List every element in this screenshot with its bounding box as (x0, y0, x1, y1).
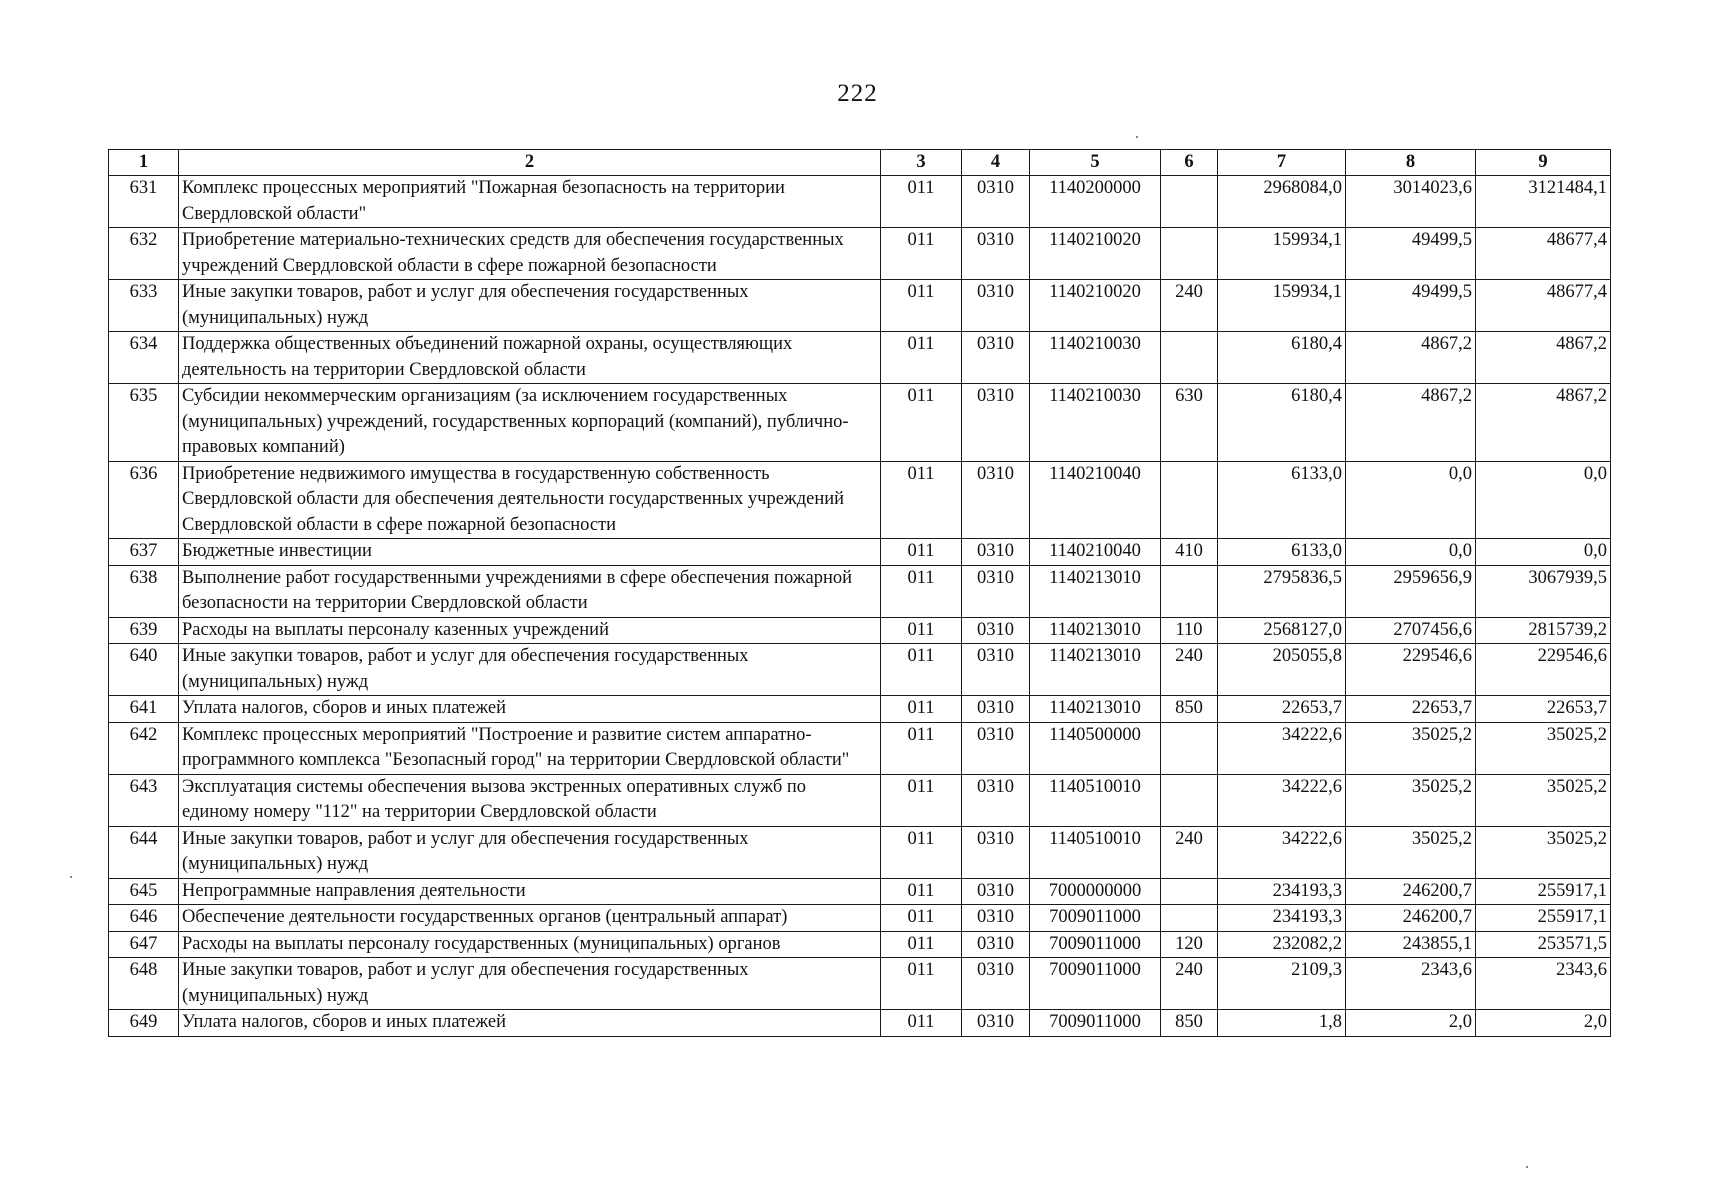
amount-col-8: 246200,7 (1346, 905, 1476, 932)
amount-col-9: 35025,2 (1476, 826, 1611, 878)
amount-col-7: 6180,4 (1218, 384, 1346, 462)
amount-col-7: 2968084,0 (1218, 176, 1346, 228)
amount-col-8: 22653,7 (1346, 696, 1476, 723)
amount-col-9: 4867,2 (1476, 384, 1611, 462)
row-number: 638 (109, 565, 179, 617)
code-section: 0310 (962, 826, 1030, 878)
amount-col-8: 2959656,9 (1346, 565, 1476, 617)
amount-col-9: 2,0 (1476, 1010, 1611, 1037)
code-section: 0310 (962, 878, 1030, 905)
code-section: 0310 (962, 539, 1030, 566)
column-header: 1 (109, 150, 179, 176)
code-target-article: 1140510010 (1030, 826, 1161, 878)
table-row (109, 1010, 1611, 1037)
row-number: 640 (109, 644, 179, 696)
table-row (109, 826, 1611, 878)
amount-col-9: 229546,6 (1476, 644, 1611, 696)
code-expense-type: 630 (1161, 384, 1218, 462)
table-row (109, 280, 1611, 332)
code-ministry: 011 (881, 958, 962, 1010)
amount-col-8: 4867,2 (1346, 384, 1476, 462)
code-section: 0310 (962, 1010, 1030, 1037)
code-section: 0310 (962, 228, 1030, 280)
row-name: Комплекс процессных мероприятий "Пожарная безопасность на территории Свердловской области" (179, 176, 881, 228)
code-target-article: 1140510010 (1030, 774, 1161, 826)
column-header: 7 (1218, 150, 1346, 176)
amount-col-9: 3121484,1 (1476, 176, 1611, 228)
row-name: Уплата налогов, сборов и иных платежей (179, 1010, 881, 1037)
amount-col-8: 0,0 (1346, 539, 1476, 566)
row-number: 643 (109, 774, 179, 826)
table-row (109, 384, 1611, 462)
amount-col-8: 2707456,6 (1346, 617, 1476, 644)
amount-col-7: 2568127,0 (1218, 617, 1346, 644)
code-expense-type (1161, 905, 1218, 932)
code-section: 0310 (962, 905, 1030, 932)
table-row (109, 565, 1611, 617)
code-target-article: 1140200000 (1030, 176, 1161, 228)
row-name: Приобретение недвижимого имущества в государственную собственность Свердловской области для обеспечения деятельности государственных учреждений Свердловской области в сфере пожарной безопасности (179, 461, 881, 539)
amount-col-8: 49499,5 (1346, 280, 1476, 332)
code-target-article: 1140213010 (1030, 644, 1161, 696)
code-expense-type: 240 (1161, 644, 1218, 696)
row-name: Выполнение работ государственными учреждениями в сфере обеспечения пожарной безопасности на территории Свердловской области (179, 565, 881, 617)
amount-col-9: 48677,4 (1476, 228, 1611, 280)
row-name: Непрограммные направления деятельности (179, 878, 881, 905)
code-ministry: 011 (881, 228, 962, 280)
code-expense-type (1161, 176, 1218, 228)
code-ministry: 011 (881, 878, 962, 905)
amount-col-8: 2343,6 (1346, 958, 1476, 1010)
amount-col-8: 4867,2 (1346, 332, 1476, 384)
code-ministry: 011 (881, 565, 962, 617)
column-header: 2 (179, 150, 881, 176)
code-ministry: 011 (881, 774, 962, 826)
code-ministry: 011 (881, 826, 962, 878)
amount-col-7: 34222,6 (1218, 722, 1346, 774)
amount-col-8: 229546,6 (1346, 644, 1476, 696)
row-number: 637 (109, 539, 179, 566)
code-target-article: 1140210030 (1030, 332, 1161, 384)
amount-col-7: 2795836,5 (1218, 565, 1346, 617)
row-name: Иные закупки товаров, работ и услуг для обеспечения государственных (муниципальных) нужд (179, 826, 881, 878)
row-number: 648 (109, 958, 179, 1010)
amount-col-7: 6133,0 (1218, 539, 1346, 566)
row-number: 642 (109, 722, 179, 774)
code-section: 0310 (962, 774, 1030, 826)
row-number: 649 (109, 1010, 179, 1037)
amount-col-7: 205055,8 (1218, 644, 1346, 696)
table-row (109, 722, 1611, 774)
code-expense-type: 240 (1161, 826, 1218, 878)
row-number: 631 (109, 176, 179, 228)
table-row (109, 958, 1611, 1010)
code-section: 0310 (962, 176, 1030, 228)
column-header: 3 (881, 150, 962, 176)
row-name: Комплекс процессных мероприятий "Построение и развитие систем аппаратно-программного комплекса "Безопасный город" на территории Свердловской области" (179, 722, 881, 774)
code-target-article: 7009011000 (1030, 1010, 1161, 1037)
amount-col-9: 22653,7 (1476, 696, 1611, 723)
amount-col-9: 3067939,5 (1476, 565, 1611, 617)
code-expense-type (1161, 332, 1218, 384)
row-name: Иные закупки товаров, работ и услуг для обеспечения государственных (муниципальных) нужд (179, 958, 881, 1010)
amount-col-9: 35025,2 (1476, 774, 1611, 826)
code-section: 0310 (962, 644, 1030, 696)
code-target-article: 7009011000 (1030, 958, 1161, 1010)
amount-col-7: 159934,1 (1218, 228, 1346, 280)
code-expense-type: 850 (1161, 1010, 1218, 1037)
amount-col-9: 255917,1 (1476, 905, 1611, 932)
code-target-article: 1140500000 (1030, 722, 1161, 774)
amount-col-9: 35025,2 (1476, 722, 1611, 774)
code-target-article: 1140213010 (1030, 565, 1161, 617)
scan-speck (1136, 136, 1138, 138)
scan-speck (1526, 1166, 1528, 1168)
amount-col-9: 2815739,2 (1476, 617, 1611, 644)
amount-col-7: 2109,3 (1218, 958, 1346, 1010)
amount-col-8: 243855,1 (1346, 931, 1476, 958)
code-expense-type (1161, 878, 1218, 905)
amount-col-9: 253571,5 (1476, 931, 1611, 958)
row-name: Обеспечение деятельности государственных органов (центральный аппарат) (179, 905, 881, 932)
amount-col-7: 234193,3 (1218, 905, 1346, 932)
code-target-article: 7000000000 (1030, 878, 1161, 905)
code-ministry: 011 (881, 461, 962, 539)
amount-col-8: 49499,5 (1346, 228, 1476, 280)
amount-col-7: 159934,1 (1218, 280, 1346, 332)
table-row (109, 931, 1611, 958)
code-expense-type: 240 (1161, 280, 1218, 332)
code-target-article: 1140210020 (1030, 280, 1161, 332)
table-body (109, 176, 1611, 1037)
code-section: 0310 (962, 461, 1030, 539)
table-row (109, 905, 1611, 932)
code-target-article: 7009011000 (1030, 905, 1161, 932)
table-row (109, 461, 1611, 539)
amount-col-7: 34222,6 (1218, 826, 1346, 878)
code-target-article: 1140210020 (1030, 228, 1161, 280)
code-ministry: 011 (881, 905, 962, 932)
code-expense-type: 410 (1161, 539, 1218, 566)
row-number: 645 (109, 878, 179, 905)
amount-col-7: 1,8 (1218, 1010, 1346, 1037)
amount-col-7: 22653,7 (1218, 696, 1346, 723)
column-header: 4 (962, 150, 1030, 176)
code-expense-type: 240 (1161, 958, 1218, 1010)
amount-col-9: 48677,4 (1476, 280, 1611, 332)
code-expense-type (1161, 722, 1218, 774)
code-ministry: 011 (881, 332, 962, 384)
row-name: Уплата налогов, сборов и иных платежей (179, 696, 881, 723)
code-target-article: 1140213010 (1030, 696, 1161, 723)
row-name: Иные закупки товаров, работ и услуг для обеспечения государственных (муниципальных) нужд (179, 280, 881, 332)
amount-col-8: 35025,2 (1346, 774, 1476, 826)
column-header: 8 (1346, 150, 1476, 176)
amount-col-8: 3014023,6 (1346, 176, 1476, 228)
code-section: 0310 (962, 384, 1030, 462)
table-row (109, 774, 1611, 826)
table-row (109, 644, 1611, 696)
code-ministry: 011 (881, 176, 962, 228)
row-name: Приобретение материально-технических средств для обеспечения государственных учреждений Свердловской области в сфере пожарной безопасности (179, 228, 881, 280)
amount-col-8: 2,0 (1346, 1010, 1476, 1037)
code-expense-type (1161, 774, 1218, 826)
row-name: Поддержка общественных объединений пожарной охраны, осуществляющих деятельность на территории Свердловской области (179, 332, 881, 384)
code-expense-type: 850 (1161, 696, 1218, 723)
code-ministry: 011 (881, 931, 962, 958)
row-number: 634 (109, 332, 179, 384)
amount-col-9: 0,0 (1476, 539, 1611, 566)
code-section: 0310 (962, 617, 1030, 644)
code-section: 0310 (962, 958, 1030, 1010)
column-header: 6 (1161, 150, 1218, 176)
budget-table (108, 149, 1611, 1037)
code-ministry: 011 (881, 280, 962, 332)
amount-col-8: 35025,2 (1346, 826, 1476, 878)
code-expense-type: 110 (1161, 617, 1218, 644)
code-expense-type (1161, 461, 1218, 539)
code-target-article: 1140210030 (1030, 384, 1161, 462)
table-row (109, 617, 1611, 644)
code-section: 0310 (962, 565, 1030, 617)
table-row (109, 696, 1611, 723)
code-expense-type: 120 (1161, 931, 1218, 958)
amount-col-9: 4867,2 (1476, 332, 1611, 384)
row-name: Бюджетные инвестиции (179, 539, 881, 566)
code-ministry: 011 (881, 696, 962, 723)
row-number: 635 (109, 384, 179, 462)
amount-col-7: 6133,0 (1218, 461, 1346, 539)
amount-col-8: 246200,7 (1346, 878, 1476, 905)
row-name: Эксплуатация системы обеспечения вызова экстренных оперативных служб по единому номеру "112" на территории Свердловской области (179, 774, 881, 826)
table-row (109, 176, 1611, 228)
code-target-article: 1140213010 (1030, 617, 1161, 644)
code-ministry: 011 (881, 539, 962, 566)
code-ministry: 011 (881, 384, 962, 462)
table-row (109, 539, 1611, 566)
code-section: 0310 (962, 931, 1030, 958)
amount-col-8: 35025,2 (1346, 722, 1476, 774)
row-name: Субсидии некоммерческим организациям (за исключением государственных (муниципальных) учреждений, государственных корпораций (компаний), публично-правовых компаний) (179, 384, 881, 462)
amount-col-9: 0,0 (1476, 461, 1611, 539)
row-number: 644 (109, 826, 179, 878)
code-expense-type (1161, 565, 1218, 617)
code-ministry: 011 (881, 617, 962, 644)
code-ministry: 011 (881, 644, 962, 696)
table-row (109, 332, 1611, 384)
row-number: 641 (109, 696, 179, 723)
column-header: 5 (1030, 150, 1161, 176)
row-number: 639 (109, 617, 179, 644)
code-section: 0310 (962, 280, 1030, 332)
row-name: Расходы на выплаты персоналу государственных (муниципальных) органов (179, 931, 881, 958)
row-name: Расходы на выплаты персоналу казенных учреждений (179, 617, 881, 644)
code-ministry: 011 (881, 722, 962, 774)
scan-speck (70, 876, 72, 878)
code-target-article: 7009011000 (1030, 931, 1161, 958)
amount-col-7: 234193,3 (1218, 878, 1346, 905)
code-section: 0310 (962, 696, 1030, 723)
code-target-article: 1140210040 (1030, 461, 1161, 539)
amount-col-7: 232082,2 (1218, 931, 1346, 958)
code-target-article: 1140210040 (1030, 539, 1161, 566)
amount-col-9: 2343,6 (1476, 958, 1611, 1010)
table-header-row (109, 150, 1611, 176)
row-name: Иные закупки товаров, работ и услуг для обеспечения государственных (муниципальных) нужд (179, 644, 881, 696)
amount-col-8: 0,0 (1346, 461, 1476, 539)
amount-col-7: 6180,4 (1218, 332, 1346, 384)
code-section: 0310 (962, 332, 1030, 384)
amount-col-9: 255917,1 (1476, 878, 1611, 905)
code-expense-type (1161, 228, 1218, 280)
code-ministry: 011 (881, 1010, 962, 1037)
row-number: 646 (109, 905, 179, 932)
row-number: 632 (109, 228, 179, 280)
page-number: 222 (837, 80, 878, 107)
amount-col-7: 34222,6 (1218, 774, 1346, 826)
row-number: 633 (109, 280, 179, 332)
table-row (109, 228, 1611, 280)
code-section: 0310 (962, 722, 1030, 774)
row-number: 647 (109, 931, 179, 958)
table-row (109, 878, 1611, 905)
row-number: 636 (109, 461, 179, 539)
column-header: 9 (1476, 150, 1611, 176)
